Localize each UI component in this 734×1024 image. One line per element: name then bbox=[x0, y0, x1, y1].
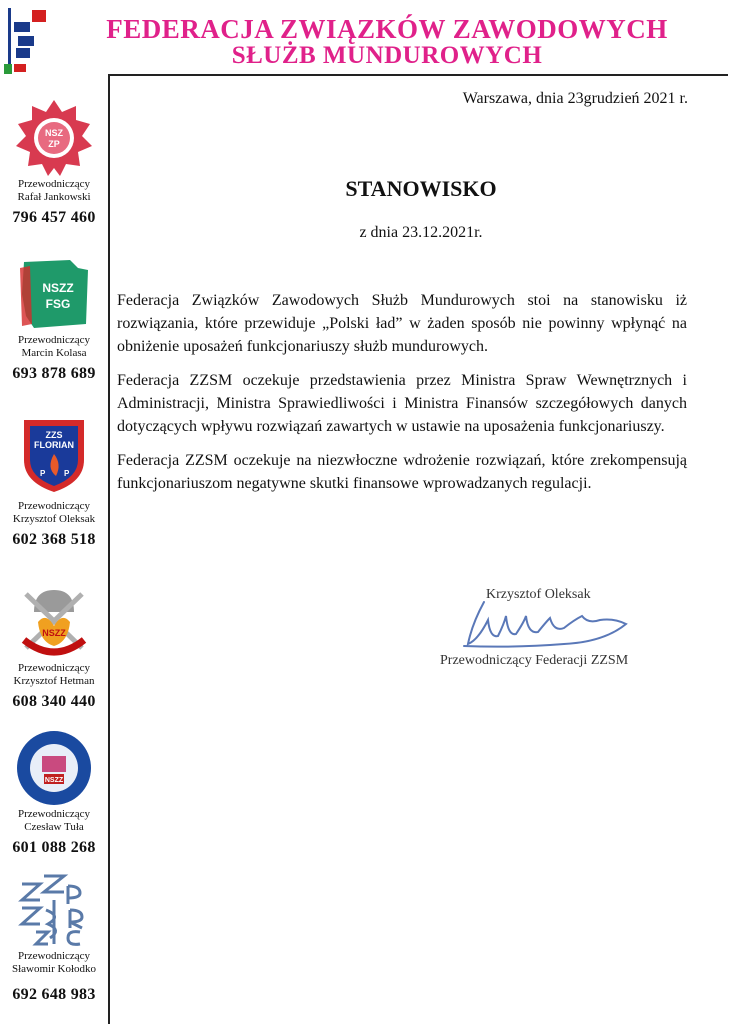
sidebar-union-1 bbox=[0, 98, 108, 227]
union-1-name: Rafał Jankowski bbox=[17, 191, 91, 203]
signer-role: Przewodniczący Federacji ZZSM bbox=[440, 653, 629, 668]
handwritten-signature bbox=[454, 594, 634, 654]
document-date: Warszawa, dnia 23grudzień 2021 r. bbox=[462, 90, 688, 107]
union-2-phone: 693 878 689 bbox=[12, 365, 96, 382]
sidebar-union-2 bbox=[0, 254, 108, 383]
nszz-fsg-emblem-icon bbox=[14, 254, 94, 334]
union-1-phone: 796 457 460 bbox=[12, 209, 96, 226]
zzs-florian-emblem-icon bbox=[14, 414, 94, 494]
signer-name: Krzysztof Oleksak bbox=[486, 587, 591, 602]
paragraph-3: Federacja ZZSM oczekuje na niezwłoczne wdrożenie rozwiązań, które zrekompensują funkcjonariuszom negatywne skutki finansowe wprowadzanych regulacji. bbox=[117, 452, 687, 492]
union-4-role: Przewodniczący bbox=[17, 662, 91, 674]
document-body bbox=[117, 289, 687, 506]
svg-text:NSZ: NSZ bbox=[45, 128, 63, 138]
svg-text:ZZS: ZZS bbox=[45, 430, 63, 440]
svg-text:FLORIAN: FLORIAN bbox=[34, 440, 74, 450]
union-6-name: Sławomir Kołodko bbox=[11, 963, 97, 975]
union-2-name: Marcin Kolasa bbox=[21, 347, 87, 359]
nszz-wieziennictwa-emblem-icon bbox=[14, 728, 94, 808]
union-4-phone: 608 340 440 bbox=[12, 693, 96, 710]
sidebar-union-5 bbox=[0, 728, 108, 857]
sidebar-union-4 bbox=[0, 582, 108, 711]
document-subdate: z dnia 23.12.2021r. bbox=[359, 224, 483, 241]
union-1-role: Przewodniczący bbox=[17, 178, 91, 190]
header-divider bbox=[108, 74, 728, 76]
document-title: STANOWISKO bbox=[345, 176, 497, 201]
union-4-name: Krzysztof Hetman bbox=[13, 675, 95, 687]
union-5-phone: 601 088 268 bbox=[12, 839, 96, 856]
svg-text:P: P bbox=[40, 469, 46, 478]
svg-text:NSZZ: NSZZ bbox=[42, 281, 74, 295]
sidebar-divider bbox=[108, 74, 110, 1024]
union-3-phone: 602 368 518 bbox=[12, 531, 96, 548]
sidebar-union-3 bbox=[0, 414, 108, 549]
union-6-phone: 692 648 983 bbox=[12, 986, 96, 1003]
union-6-role: Przewodniczący bbox=[17, 950, 91, 962]
union-5-role: Przewodniczący bbox=[17, 808, 91, 820]
paragraph-1: Federacja Związków Zawodowych Służb Mundurowych stoi na stanowisku iż rozwiązania, które przewiduje „Polski ład” w żaden sposób nie powinny wpłynąć na obniżenie uposażeń funkcjonariuszy służb mundurowych. bbox=[117, 292, 687, 355]
union-3-name: Krzysztof Oleksak bbox=[12, 513, 96, 525]
union-5-name: Czesław Tuła bbox=[24, 821, 84, 833]
svg-text:P: P bbox=[64, 469, 70, 478]
svg-text:NSZZ: NSZZ bbox=[44, 777, 64, 784]
nszz-pozarnictwa-emblem-icon bbox=[14, 582, 94, 662]
svg-text:ZP: ZP bbox=[48, 139, 60, 149]
svg-text:NSZZ: NSZZ bbox=[42, 628, 66, 638]
svg-text:FSG: FSG bbox=[45, 297, 71, 311]
paragraph-2: Federacja ZZSM oczekuje przedstawienia przez Ministra Spraw Wewnętrznych i Administracji, Ministra Sprawiedliwości i Ministra Finansów szczegółowych danych dotyczących wpływu rozwiązań zawartych w ustawie na uposażenia funkcjonariuszy. bbox=[117, 372, 687, 435]
header-title-line2: SŁUŻB MUNDUROWYCH bbox=[231, 42, 543, 69]
union-3-role: Przewodniczący bbox=[17, 500, 91, 512]
sidebar-union-6 bbox=[0, 870, 108, 1004]
zzprc-emblem-icon bbox=[14, 870, 94, 950]
nszzp-emblem-icon bbox=[14, 98, 94, 178]
header-title-line1: FEDERACJA ZWIĄZKÓW ZAWODOWYCH bbox=[106, 14, 668, 44]
union-2-role: Przewodniczący bbox=[17, 334, 91, 346]
